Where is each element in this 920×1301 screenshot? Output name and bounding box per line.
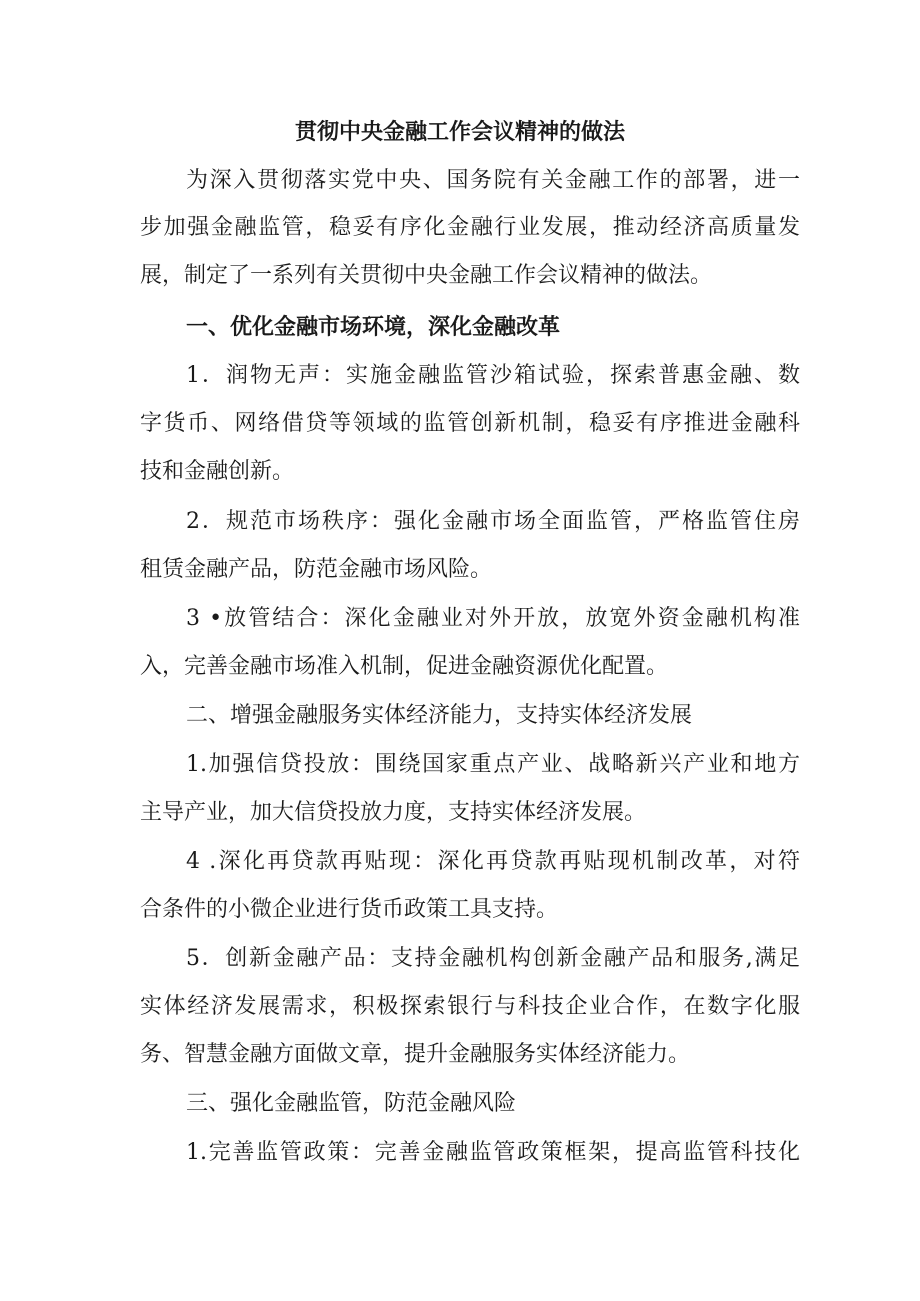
- item-2-1-line-1: 1.加强信贷投放：围绕国家重点产业、战略新兴产业和地方: [186, 752, 800, 777]
- item-1-2-line-1: 2．规范市场秩序：强化金融市场全面监管，严格监管住房: [186, 509, 800, 534]
- section-heading-2: 二、增强金融服务实体经济能力，支持实体经济发展: [186, 703, 693, 728]
- item-1-1-line-2: 字货币、网络借贷等领域的监管创新机制，稳妥有序推进金融科: [140, 411, 800, 436]
- section-heading-3: 三、强化金融监管，防范金融风险: [186, 1091, 517, 1116]
- document-title: 贯彻中央金融工作会议精神的做法: [294, 119, 625, 145]
- item-1-1-line-1: 1．润物无声：实施金融监管沙箱试验，探索普惠金融、数: [186, 363, 800, 388]
- item-1-3-line-1: 3 •放管结合：深化金融业对外开放，放宽外资金融机构准: [186, 606, 800, 631]
- item-3-1-line-1: 1.完善监管政策：完善金融监管政策框架，提高监管科技化: [186, 1140, 800, 1165]
- item-1-3-line-2: 入，完善金融市场准入机制，促进金融资源优化配置。: [140, 654, 669, 679]
- item-1-1-line-3: 技和金融创新。: [140, 459, 295, 484]
- item-2-1-line-2: 主导产业，加大信贷投放力度，支持实体经济发展。: [140, 800, 647, 825]
- item-2-4-line-2: 合条件的小微企业进行货币政策工具支持。: [140, 897, 559, 922]
- item-1-2-line-2: 租赁金融产品，防范金融市场风险。: [140, 557, 493, 582]
- item-2-5-line-2: 实体经济发展需求，积极探索银行与科技企业合作，在数字化服: [140, 994, 800, 1019]
- intro-line-1: 为深入贯彻落实党中央、国务院有关金融工作的部署，进一: [186, 168, 800, 193]
- section-heading-1: 一、优化金融市场环境，深化金融改革: [186, 314, 561, 340]
- item-2-5-line-3: 务、智慧金融方面做文章，提升金融服务实体经济能力。: [140, 1042, 691, 1067]
- item-2-4-line-1: 4 .深化再贷款再贴现：深化再贷款再贴现机制改革，对符: [186, 849, 800, 874]
- intro-line-3: 展，制定了一系列有关贯彻中央金融工作会议精神的做法。: [140, 263, 713, 288]
- intro-line-2: 步加强金融监管，稳妥有序化金融行业发展，推动经济高质量发: [140, 215, 800, 240]
- item-2-5-line-1: 5．创新金融产品：支持金融机构创新金融产品和服务,满足: [186, 946, 800, 971]
